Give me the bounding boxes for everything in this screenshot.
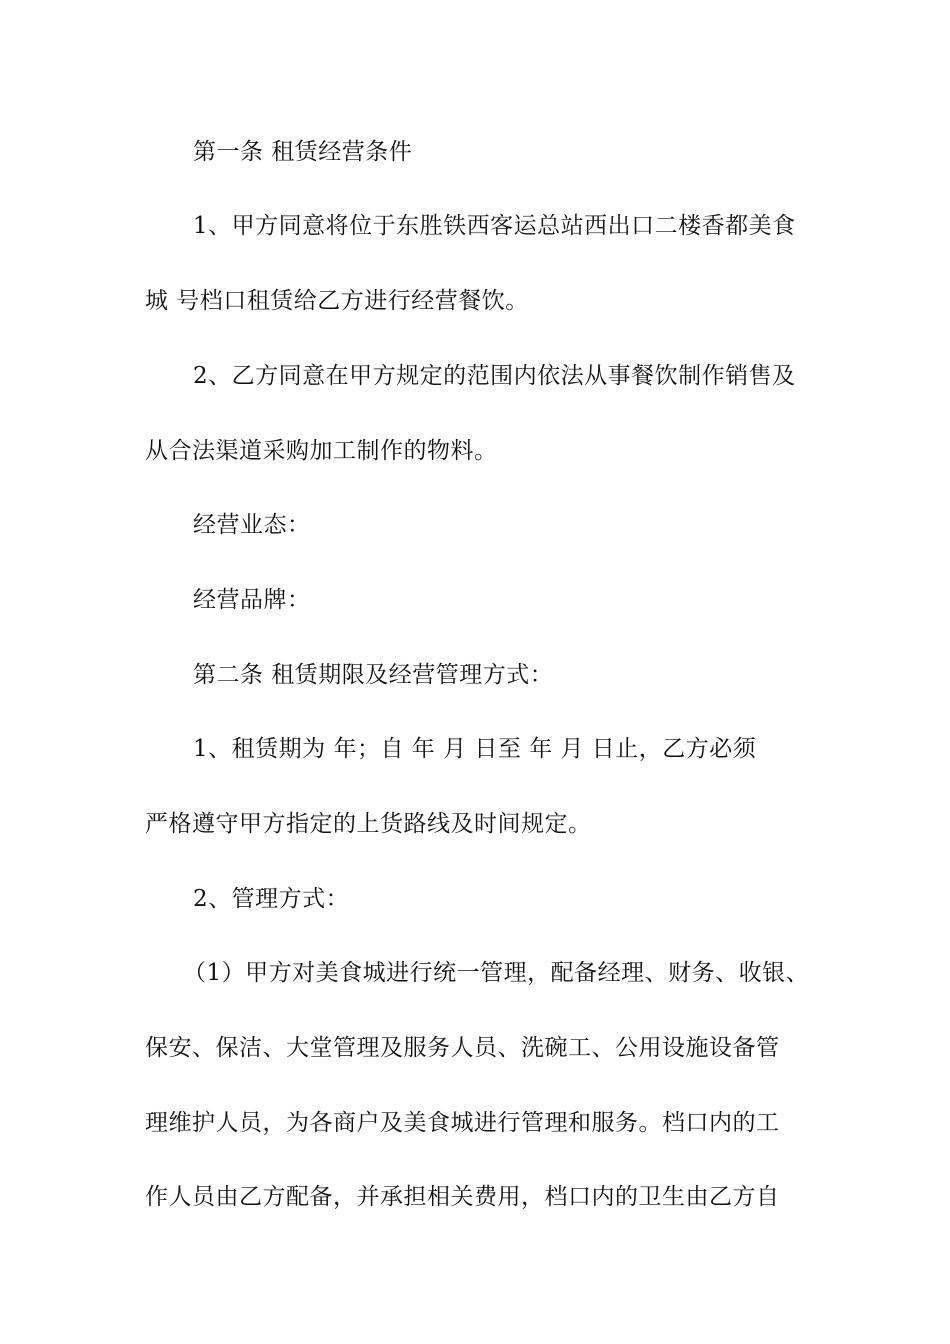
paragraph-line: 严格遵守甲方指定的上货路线及时间规定。: [145, 811, 592, 837]
business-type-label: 经营业态：: [193, 512, 311, 538]
business-brand-label: 经营品牌：: [193, 587, 311, 613]
article-1-heading: 第一条 租赁经营条件: [193, 139, 413, 165]
paragraph-line: 理维护人员，为各商户及美食城进行管理和服务。档口内的工: [145, 1110, 780, 1136]
paragraph-line: 城 号档口租赁给乙方进行经营餐饮。: [145, 288, 529, 314]
paragraph-line: 作人员由乙方配备，并承担相关费用，档口内的卫生由乙方自: [145, 1184, 780, 1210]
paragraph-line: 保安、保洁、大堂管理及服务人员、洗碗工、公用设施设备管: [145, 1035, 780, 1061]
article-2-heading: 第二条 租赁期限及经营管理方式：: [193, 662, 554, 688]
paragraph-line: 1、甲方同意将位于东胜铁西客运总站西出口二楼香都美食: [193, 213, 796, 239]
paragraph-line: 2、乙方同意在甲方规定的范围内依法从事餐饮制作销售及: [193, 363, 796, 389]
paragraph-line: 从合法渠道采购加工制作的物料。: [145, 438, 498, 464]
management-heading: 2、管理方式：: [193, 886, 350, 912]
paragraph-line: （1）甲方对美食城进行统一管理，配备经理、财务、收银、: [183, 960, 810, 986]
paragraph-line: 1、租赁期为 年；自 年 月 日至 年 月 日止，乙方必须: [193, 736, 757, 762]
